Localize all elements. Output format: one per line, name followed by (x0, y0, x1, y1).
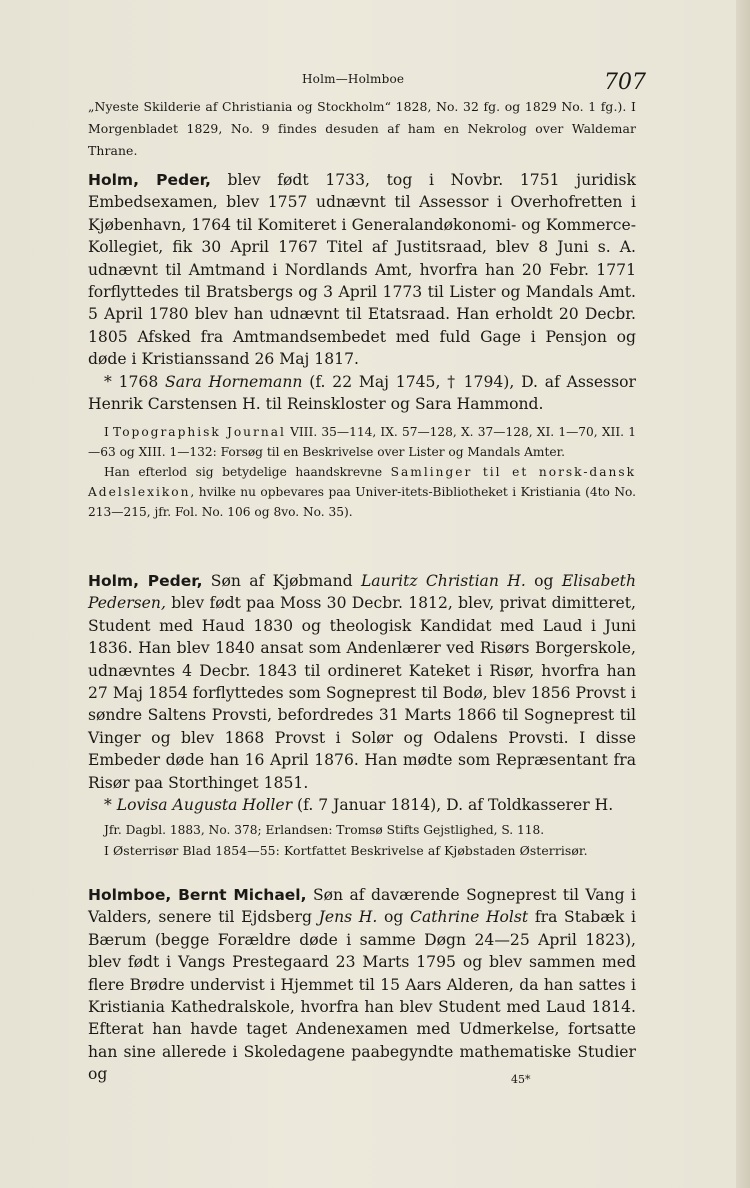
conjunction: og (377, 908, 411, 927)
marriage-detail: (f. 7 Januar 1814), D. af Toldkasserer H. (292, 796, 614, 815)
father-name: Jens H. (318, 908, 378, 927)
reference-1 (88, 422, 636, 462)
father-name: Lauritz Christian H. (360, 572, 526, 590)
entry-body: blev født paa Moss 30 Decbr. 1812, blev, privat dimitteret, Student med Haud 1830 og theologisk Kandidat med Laud i Juni 1836. Han blev 1840 ansat som Andenlærer ved Risørs Borgerskole, udnævntes 4 Decbr. 1843 til ordineret Kateket i Risør, hvorfra han 27 Maj 1854 forflyttedes som Sogneprest til Bodø, blev 1856 Provst i søndre Saltens Provsti, befordredes 31 Marts 1866 til Sogneprest til Vinger og blev 1868 Provst i Solør og Odalens Provsti. I disse Embeder døde han 16 April 1876. Han mødte som Repræsentant fra Risør paa Storthinget 1851. (88, 594, 636, 792)
ref-spaced-title: Samlinger til et norsk-dansk Adelslexikon (88, 465, 636, 500)
marriage-line (88, 794, 636, 816)
spouse-name: Sara Hornemann (165, 372, 303, 391)
reference-2: I Østerrisør Blad 1854—55: Kortfattet Beskrivelse af Kjøbstaden Østerrisør. (104, 843, 588, 859)
entry-name: Holm, Peder, (88, 171, 211, 189)
marriage-line (88, 371, 636, 416)
entry-name: Holmboe, Bernt Michael, (88, 886, 307, 904)
marriage-detail: (f. 22 Maj 1745, † 1794), D. af Assessor Henrik Carstensen H. til Reinskloster og Sara Hammond. (88, 372, 636, 414)
running-head: Holm—Holmboe (302, 72, 405, 86)
entry-body: Søn af daværende Sogneprest til Vang i Valders, senere til Ejdsberg (88, 886, 636, 927)
entry-paragraph (88, 884, 636, 1086)
entry-holmboe-bernt-michael (88, 884, 636, 1086)
marriage-prefix: * 1768 (104, 372, 166, 391)
ref-text: , hvilke nu opbevares paa Univer-itets-Bibliotheket i Kristiania (4to No. 213—215, jfr. Fol. No. 106 og 8vo. No. 35). (88, 485, 636, 520)
entry-paragraph (88, 570, 636, 794)
ref-spaced-title: Topographisk Journal (113, 425, 286, 440)
signature-mark: 45* (511, 1073, 531, 1086)
entry-body: fra Stabæk i Bærum (begge Forældre døde i samme Døgn 24—25 April 1823), blev født i Vangs Prestegaard 23 Marts 1795 og blev sammen med flere Brødre undervist i Hjemmet til 15 Aars Alderen, da han sattes i Kristiania Kathedralskole, hvorfra han blev Student med Laud 1814. Efterat han havde taget Andenexamen med Udmerkelse, fortsatte han sine allerede i Skoledagene paabegyndte mathematiske Studier og (88, 908, 637, 1084)
entry-body: blev født 1733, tog i Novbr. 1751 juridisk Embedsexamen, blev 1757 udnævnt til Assessor i Overhofretten i Kjøbenhavn, 1764 til Komiteret i Generalandøkonomi- og Kommerce-Kollegiet, fik 30 April 1767 Titel af Justitsraad, blev 8 Juni s. A. udnævnt til Amtmand i Nordlands Amt, hvorfra han 20 Febr. 1771 forflyttedes til Bratsbergs og 3 April 1773 til Lister og Mandals Amt. 5 April 1780 blev han udnævnt til Etatsraad. Han erholdt 20 Decbr. 1805 Afsked fra Amtmandsembedet med fuld Gage i Pensjon og døde i Kristianssand 26 Maj 1817. (88, 171, 636, 369)
marriage-prefix: * (104, 796, 117, 815)
entry-name: Holm, Peder, (88, 572, 203, 590)
entry-holm-peder-2 (88, 570, 636, 862)
entry-holm-peder-1 (88, 169, 636, 522)
page-edge (736, 0, 750, 1188)
reference-1: Jfr. Dagbl. 1883, No. 378; Erlandsen: Tromsø Stifts Gejstlighed, S. 118. (104, 823, 545, 838)
intro-text: „Nyeste Skilderie af Christiania og Stockholm“ 1828, No. 32 fg. og 1829 No. 1 fg.). I Morgenbladet 1829, No. 9 findes desuden af ham en Nekrolog over Waldemar Thrane. (88, 99, 636, 158)
ref-text: I (104, 425, 114, 440)
intro-block (88, 96, 636, 162)
reference-2 (88, 462, 636, 522)
ref-text: VIII. 35—114, IX. 57—128, X. 37—128, XI. 1—70, XII. 1—63 og XIII. 1—132: Forsøg til en Beskrivelse over Lister og Mandals Amter. (88, 425, 636, 460)
page-number: 707 (604, 70, 646, 95)
entry-body: Søn af Kjøbmand (202, 572, 361, 590)
spouse-name: Lovisa Augusta Holler (116, 796, 293, 815)
ref-text: Han efterlod sig betydelige haandskrevne (104, 465, 391, 480)
entry-paragraph (88, 169, 636, 371)
mother-name: Cathrine Holst (410, 908, 529, 927)
mother-name: Elisabeth Pedersen, (88, 572, 636, 613)
conjunction: og (525, 572, 562, 590)
